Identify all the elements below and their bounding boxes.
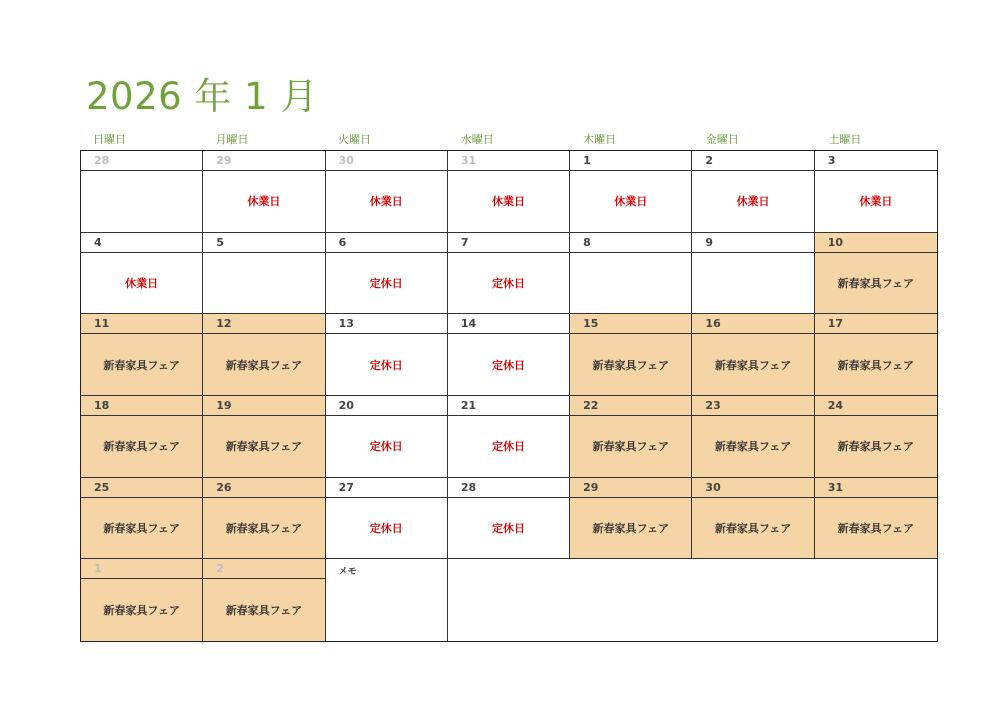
day-number: 29 (203, 151, 324, 171)
event-fair: 新春家具フェア (815, 253, 937, 314)
event-closed: 休業日 (614, 195, 648, 209)
event-fair: 新春家具フェア (203, 416, 324, 477)
event-fair: 新春家具フェア (570, 498, 691, 559)
event-fair: 新春家具フェア (203, 498, 324, 559)
day-cell[interactable] (203, 233, 325, 315)
event-fair: 新春家具フェア (815, 416, 937, 477)
weekday-saturday: 土曜日 (828, 133, 862, 146)
day-number: 2 (203, 559, 324, 579)
day-cell[interactable] (203, 478, 325, 560)
day-cell[interactable] (448, 151, 570, 233)
day-number: 9 (692, 233, 813, 253)
day-cell[interactable] (326, 151, 448, 233)
event-fair: 新春家具フェア (81, 579, 202, 641)
day-cell[interactable] (570, 396, 692, 478)
day-number: 25 (81, 478, 202, 498)
day-cell[interactable] (570, 478, 692, 560)
day-number: 11 (81, 314, 202, 334)
memo-area[interactable] (448, 559, 937, 641)
day-cell[interactable] (326, 396, 448, 478)
day-cell[interactable] (570, 151, 692, 233)
day-cell[interactable] (203, 314, 325, 396)
day-cell[interactable] (692, 396, 814, 478)
event-fair: 新春家具フェア (203, 579, 324, 641)
day-cell[interactable] (815, 233, 937, 315)
day-cell[interactable] (448, 396, 570, 478)
day-number: 22 (570, 396, 691, 416)
day-number: 4 (81, 233, 202, 253)
day-number: 24 (815, 396, 937, 416)
day-cell[interactable] (81, 559, 203, 641)
event-closed: 休業日 (491, 195, 525, 209)
day-number: 21 (448, 396, 569, 416)
day-cell[interactable] (815, 396, 937, 478)
event-closed: 定休日 (369, 276, 403, 290)
event-closed: 休業日 (247, 195, 281, 209)
day-number: 28 (81, 151, 202, 171)
event-empty (692, 253, 813, 314)
day-cell[interactable] (815, 314, 937, 396)
day-cell[interactable] (692, 478, 814, 560)
event-fair: 新春家具フェア (692, 416, 813, 477)
memo-cell[interactable] (326, 559, 448, 641)
event-fair: 新春家具フェア (815, 334, 937, 395)
day-cell[interactable] (203, 559, 325, 641)
calendar-grid (80, 150, 938, 642)
day-number: 31 (448, 151, 569, 171)
day-cell[interactable] (203, 396, 325, 478)
day-number: 31 (815, 478, 937, 498)
day-number: 1 (570, 151, 691, 171)
event-fair: 新春家具フェア (815, 498, 937, 559)
day-cell[interactable] (815, 151, 937, 233)
day-cell[interactable] (326, 478, 448, 560)
day-cell[interactable] (570, 233, 692, 315)
event-closed: 定休日 (491, 358, 525, 372)
event-closed: 休業日 (736, 195, 770, 209)
event-fair: 新春家具フェア (81, 334, 202, 395)
day-cell[interactable] (81, 151, 203, 233)
event-fair: 新春家具フェア (570, 334, 691, 395)
event-fair: 新春家具フェア (692, 334, 813, 395)
event-closed: 定休日 (491, 521, 525, 535)
day-number: 29 (570, 478, 691, 498)
day-cell[interactable] (203, 151, 325, 233)
event-closed: 定休日 (491, 276, 525, 290)
day-cell[interactable] (81, 233, 203, 315)
day-cell[interactable] (448, 478, 570, 560)
event-closed: 定休日 (369, 521, 403, 535)
weekday-thursday: 木曜日 (583, 133, 617, 146)
day-number: 8 (570, 233, 691, 253)
day-cell[interactable] (692, 314, 814, 396)
weekday-wednesday: 水曜日 (460, 133, 494, 146)
day-number: 28 (448, 478, 569, 498)
event-fair: 新春家具フェア (570, 416, 691, 477)
day-cell[interactable] (692, 151, 814, 233)
day-number: 7 (448, 233, 569, 253)
event-fair: 新春家具フェア (81, 498, 202, 559)
day-number: 16 (692, 314, 813, 334)
day-cell[interactable] (81, 314, 203, 396)
day-cell[interactable] (570, 314, 692, 396)
day-number: 1 (81, 559, 202, 579)
day-number: 30 (326, 151, 447, 171)
weekday-monday: 月曜日 (215, 133, 249, 146)
weekday-friday: 金曜日 (705, 133, 739, 146)
event-empty (81, 171, 202, 232)
event-fair: 新春家具フェア (692, 498, 813, 559)
day-number: 19 (203, 396, 324, 416)
event-empty (570, 253, 691, 314)
event-fair: 新春家具フェア (203, 334, 324, 395)
event-closed: 定休日 (369, 358, 403, 372)
event-closed: 休業日 (859, 195, 893, 209)
day-cell[interactable] (81, 478, 203, 560)
event-closed: 休業日 (125, 276, 159, 290)
day-number: 23 (692, 396, 813, 416)
day-cell[interactable] (81, 396, 203, 478)
page-title: 2026 年 1 月 (86, 75, 318, 118)
day-cell[interactable] (448, 233, 570, 315)
day-number: 15 (570, 314, 691, 334)
day-cell[interactable] (815, 478, 937, 560)
weekday-header (80, 131, 938, 149)
day-number: 12 (203, 314, 324, 334)
event-closed: 定休日 (491, 440, 525, 454)
day-number: 18 (81, 396, 202, 416)
day-number: 3 (815, 151, 937, 171)
day-cell[interactable] (326, 233, 448, 315)
day-number: 14 (448, 314, 569, 334)
day-cell[interactable] (448, 314, 570, 396)
event-closed: 休業日 (369, 195, 403, 209)
day-number: 17 (815, 314, 937, 334)
weekday-tuesday: 火曜日 (338, 133, 372, 146)
event-closed: 定休日 (369, 440, 403, 454)
day-number: 2 (692, 151, 813, 171)
weekday-sunday: 日曜日 (93, 133, 126, 146)
day-number: 13 (326, 314, 447, 334)
day-number: 10 (815, 233, 937, 253)
event-fair: 新春家具フェア (81, 416, 202, 477)
event-empty (203, 253, 324, 314)
day-number: 6 (326, 233, 447, 253)
day-number: 30 (692, 478, 813, 498)
day-cell[interactable] (692, 233, 814, 315)
day-cell[interactable] (326, 314, 448, 396)
day-number: 26 (203, 478, 324, 498)
day-number: 5 (203, 233, 324, 253)
day-number: 20 (326, 396, 447, 416)
memo-label: メモ (338, 567, 357, 578)
day-number: 27 (326, 478, 447, 498)
